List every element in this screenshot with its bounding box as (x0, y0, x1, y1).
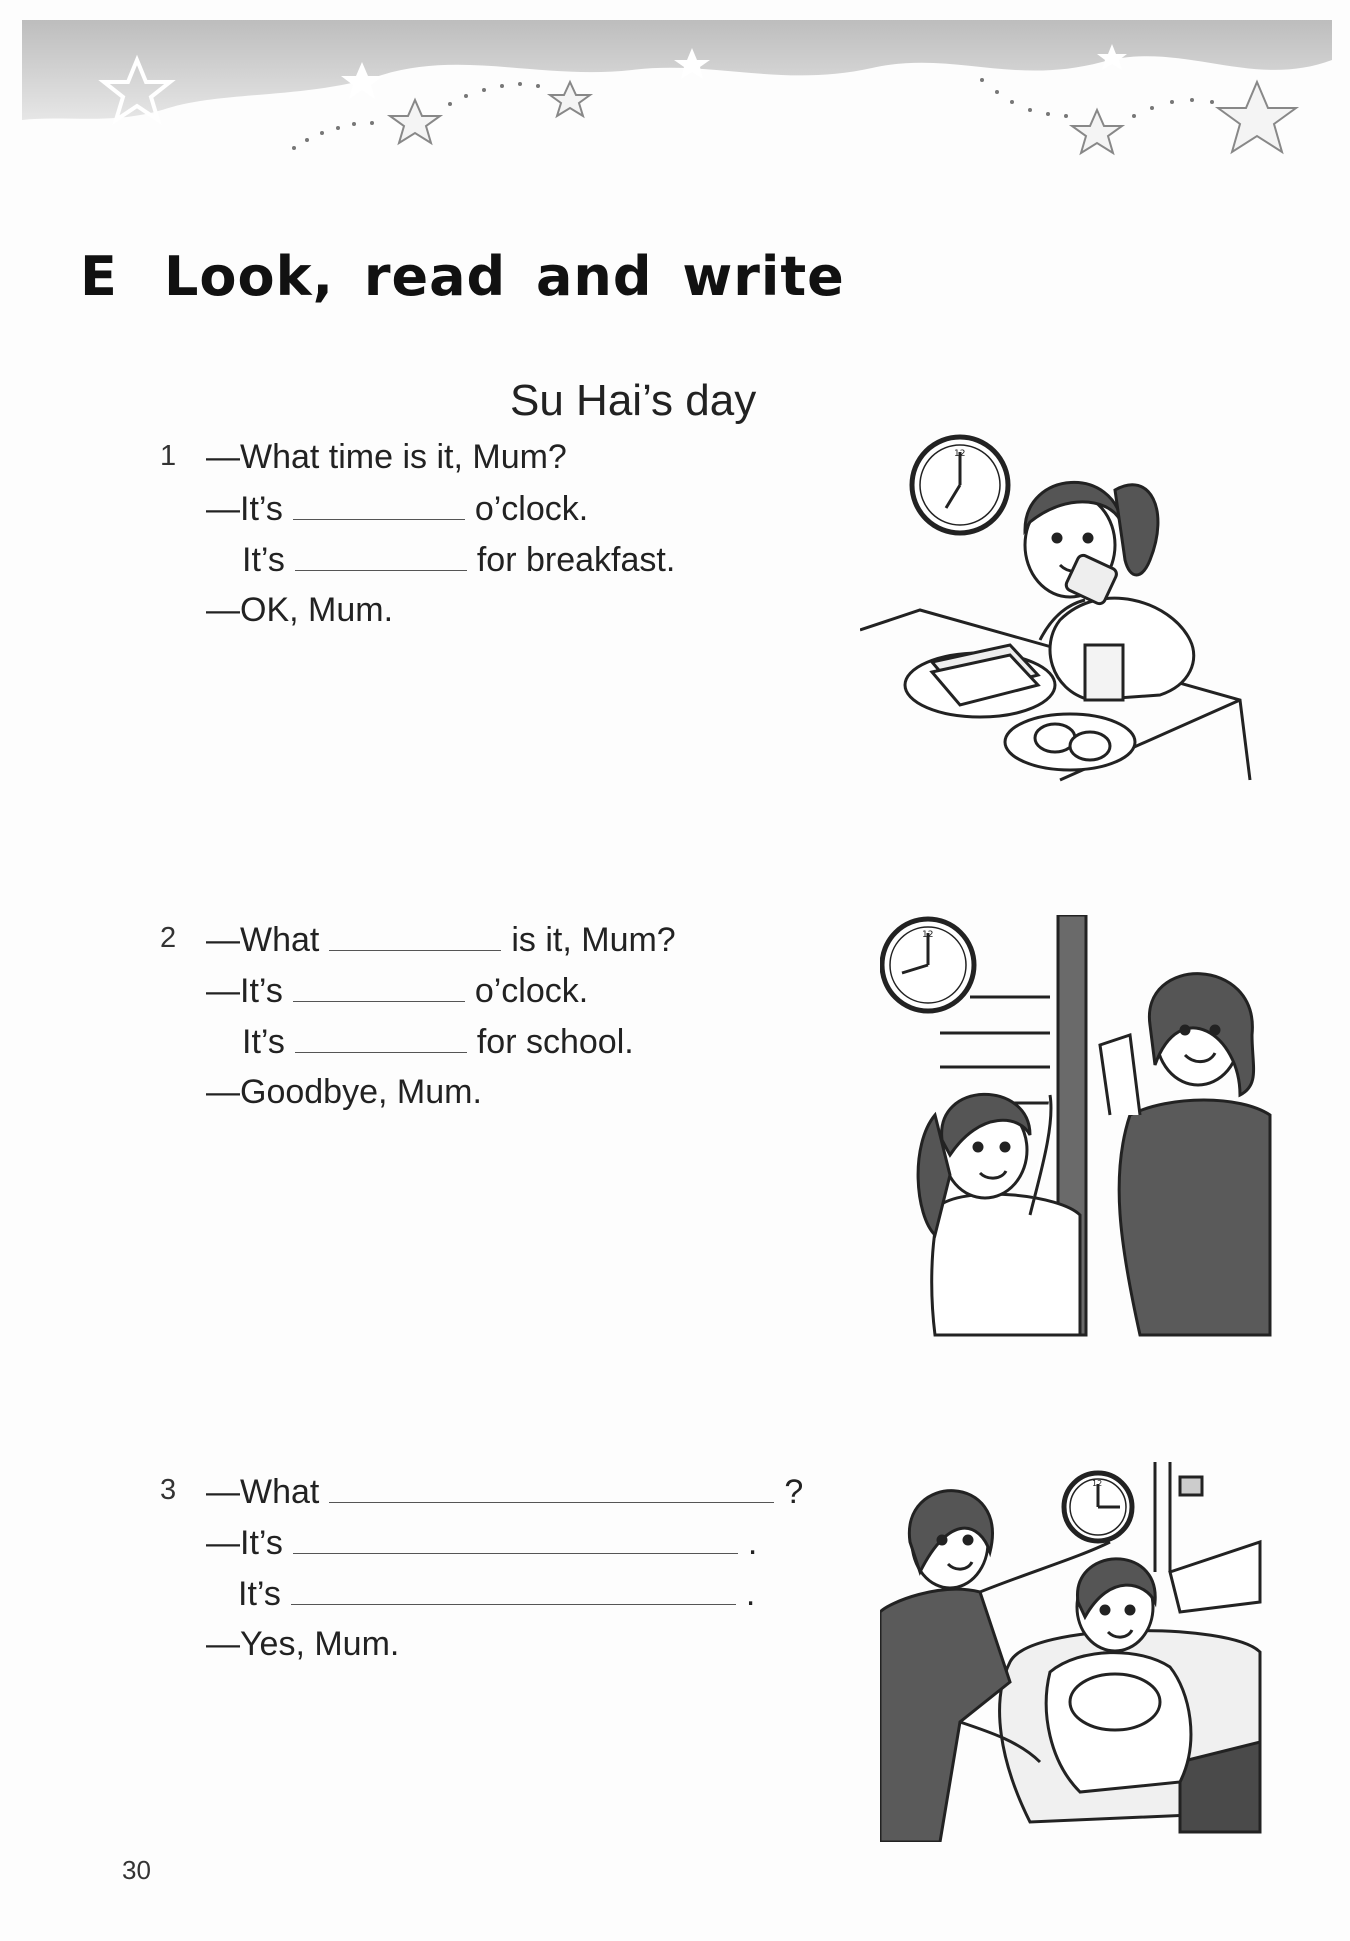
line-text: —It’s (206, 490, 283, 528)
line-text: It’s (242, 1023, 285, 1061)
line-text: is it, Mum? (511, 921, 676, 959)
answer-blank[interactable] (329, 920, 501, 951)
answer-blank[interactable] (295, 1022, 467, 1053)
section-letter: E (80, 245, 118, 308)
exercise-2-answer-2 (242, 1022, 634, 1066)
star-banner-icon (22, 20, 1332, 190)
answer-blank[interactable] (295, 540, 467, 571)
line-text: —What (206, 1473, 320, 1511)
girl-waving-goodbye-icon (880, 915, 1280, 1340)
exercise-3-answer-1 (206, 1523, 757, 1567)
line-text: for breakfast. (476, 541, 676, 579)
line-text: —What (206, 921, 320, 959)
line-text: for school. (476, 1023, 634, 1061)
line-text: ? (784, 1473, 804, 1511)
page-number: 30 (122, 1855, 151, 1885)
line-text: o’clock. (474, 972, 589, 1010)
exercise-1-answer-2 (242, 540, 675, 584)
mother-and-girl-on-sofa-icon (880, 1462, 1280, 1842)
story-title: Su Hai’s day (510, 376, 757, 425)
line-text: . (745, 1575, 756, 1613)
answer-blank[interactable] (293, 971, 465, 1002)
girl-eating-breakfast-icon (860, 430, 1260, 790)
exercise-1-answer-3: —OK, Mum. (206, 591, 394, 629)
answer-blank[interactable] (293, 489, 465, 520)
section-title: Look, read and write (164, 245, 845, 308)
exercise-1-q1: —What time is it, Mum? (206, 438, 567, 476)
clock-numeral: 12 (922, 930, 934, 940)
section-heading (80, 245, 845, 308)
line-text: —It’s (206, 972, 283, 1010)
line-text: —It’s (206, 1524, 283, 1562)
answer-blank[interactable] (329, 1472, 774, 1503)
line-text: It’s (238, 1575, 281, 1613)
answer-blank[interactable] (293, 1523, 738, 1554)
exercise-2-answer-3: —Goodbye, Mum. (206, 1073, 482, 1111)
line-text: o’clock. (474, 490, 589, 528)
exercise-1-answer-1 (206, 489, 588, 533)
exercise-3-answer-2 (238, 1574, 755, 1618)
exercise-3-answer-3: —Yes, Mum. (206, 1625, 400, 1663)
clock-numeral: 12 (1092, 1479, 1103, 1488)
exercise-number: 1 (160, 440, 177, 472)
answer-blank[interactable] (291, 1574, 736, 1605)
exercise-2-answer-1 (206, 971, 588, 1015)
line-text: . (747, 1524, 758, 1562)
line-text: It’s (242, 541, 285, 579)
exercise-number: 2 (160, 922, 177, 954)
exercise-number: 3 (160, 1474, 177, 1506)
clock-numeral: 12 (954, 449, 966, 459)
